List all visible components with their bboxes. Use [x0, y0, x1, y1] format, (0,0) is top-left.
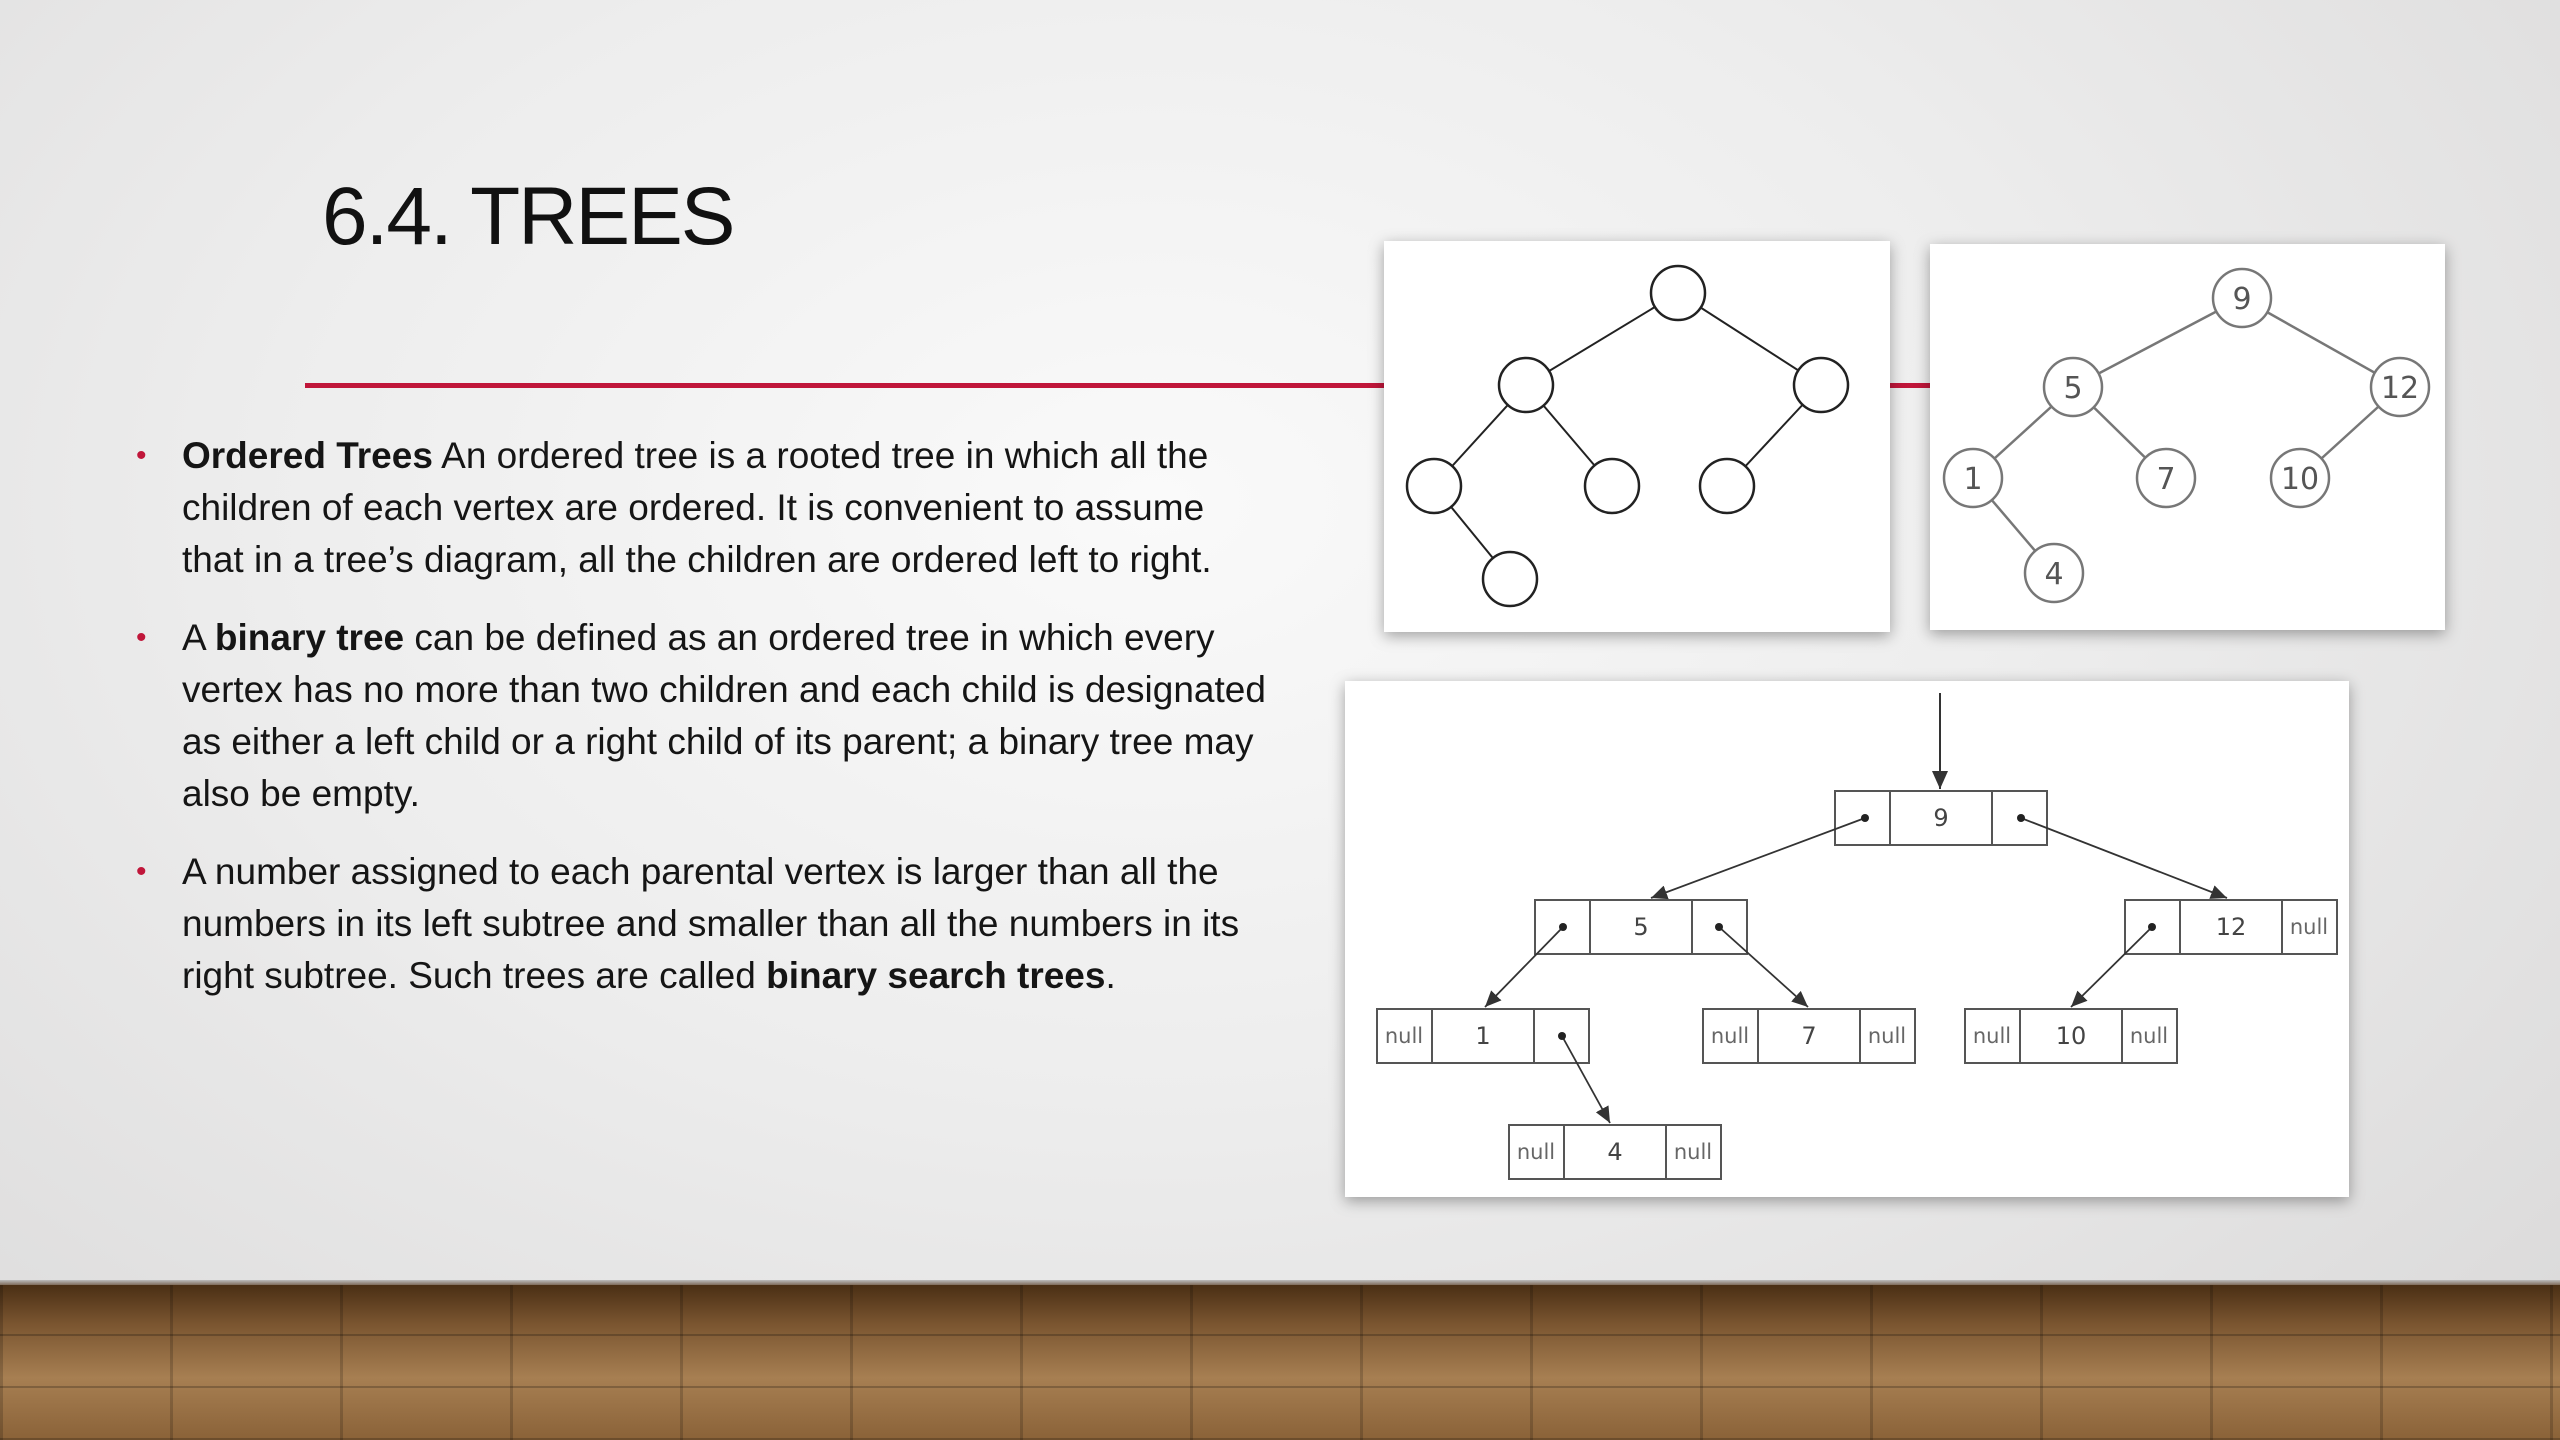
- pointer-arrow: [2021, 818, 2227, 898]
- bullet-binary-search-trees: [132, 846, 1272, 1002]
- bullet-dot-icon: •: [136, 855, 147, 888]
- node-value: 9: [1933, 804, 1949, 832]
- node-value: 12: [2215, 913, 2247, 941]
- linked-representation-diagram: [1345, 681, 2349, 1197]
- tree-node: [1585, 459, 1639, 513]
- wooden-floor-decoration: [0, 1285, 2560, 1440]
- tree-node: [1407, 459, 1461, 513]
- ordered-tree-diagram: [1384, 241, 1890, 632]
- linked-representation-figure: [1345, 681, 2349, 1197]
- bold-term: Ordered Trees: [182, 435, 433, 476]
- bullet-body: .: [1105, 955, 1116, 996]
- null-pointer: null: [1384, 1024, 1424, 1048]
- node-value: 1: [1475, 1022, 1491, 1050]
- node-value: 5: [1633, 913, 1649, 941]
- bst-node-label: 9: [2232, 282, 2252, 317]
- null-pointer: null: [1516, 1140, 1556, 1164]
- bullet-list: [132, 430, 1272, 1028]
- bst-figure: [1930, 244, 2445, 630]
- null-pointer: null: [1867, 1024, 1907, 1048]
- bst-diagram: [1930, 244, 2445, 630]
- pointer-arrow: [1719, 927, 1808, 1007]
- tree-node: [1794, 358, 1848, 412]
- node-value: 4: [1607, 1138, 1623, 1166]
- bold-term: binary search trees: [766, 955, 1106, 996]
- null-pointer: null: [2289, 915, 2329, 939]
- bst-node-label: 1: [1963, 462, 1983, 497]
- pointer-arrow: [1485, 927, 1563, 1007]
- null-pointer: null: [1673, 1140, 1713, 1164]
- null-pointer: null: [2129, 1024, 2169, 1048]
- bst-node-label: 5: [2063, 371, 2083, 406]
- tree-node: [1700, 459, 1754, 513]
- bst-node-label: 10: [2280, 462, 2320, 497]
- node-value: 10: [2055, 1022, 2087, 1050]
- bullet-text: [182, 617, 1266, 814]
- node-value: 7: [1801, 1022, 1817, 1050]
- slide-title: 6.4. TREES: [322, 171, 734, 262]
- tree-node: [1499, 358, 1553, 412]
- ordered-tree-figure: [1384, 241, 1890, 632]
- bullet-text: [182, 435, 1212, 580]
- bullet-body: can be defined as an ordered tree in which every vertex has no more than two children and each child is designated as either a left child or a right child of its parent; a binary tree may also be empty.: [182, 617, 1266, 814]
- bst-node-label: 7: [2156, 462, 2176, 497]
- bullet-text: [182, 851, 1239, 996]
- bullet-body: A: [182, 617, 215, 658]
- pointer-arrow: [2071, 927, 2152, 1007]
- bullet-dot-icon: •: [136, 439, 147, 472]
- bullet-dot-icon: •: [136, 621, 147, 654]
- bst-node-label: 4: [2044, 557, 2064, 592]
- bullet-ordered-trees: [132, 430, 1272, 586]
- tree-node: [1651, 266, 1705, 320]
- bullet-body: A number assigned to each parental vertex is larger than all the numbers in its left subtree and smaller than all the numbers in its right subtree. Such trees are called: [182, 851, 1240, 996]
- null-pointer: null: [1972, 1024, 2012, 1048]
- null-pointer: null: [1710, 1024, 1750, 1048]
- tree-node: [1483, 552, 1537, 606]
- bst-node-label: 12: [2380, 371, 2420, 406]
- bullet-body: An ordered tree is a rooted tree in which all the children of each vertex are ordered. It is convenient to assume that in a tree’s diagram, all the children are ordered left to right.: [182, 435, 1212, 580]
- pointer-arrow: [1651, 818, 1865, 898]
- bullet-binary-tree: [132, 612, 1272, 820]
- bold-term: binary tree: [214, 617, 405, 658]
